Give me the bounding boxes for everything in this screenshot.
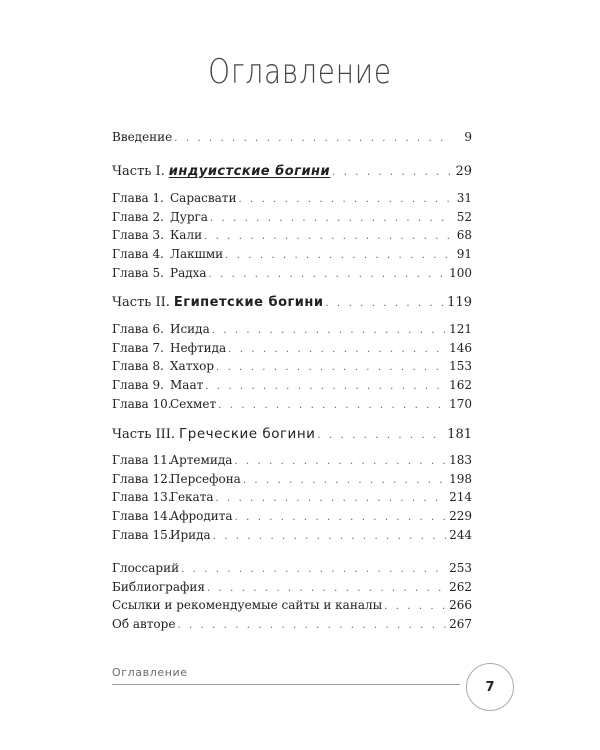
toc-page-number: 214	[449, 490, 472, 505]
toc-page-number: 153	[449, 359, 472, 374]
chapter-title: Сарасвати	[170, 190, 237, 205]
chapter-prefix: Глава 9.	[112, 378, 164, 393]
footer-rule	[112, 684, 460, 685]
table-of-contents	[112, 128, 472, 634]
dot-leader	[326, 293, 446, 315]
chapter-title: Лакшми	[170, 247, 224, 262]
toc-part-2[interactable]	[112, 292, 472, 314]
chapter-prefix: Глава 2.	[112, 209, 164, 224]
part-prefix: Часть I.	[112, 163, 165, 179]
toc-page-number: 198	[449, 471, 472, 486]
toc-page-number: 253	[449, 560, 472, 575]
dot-leader	[234, 453, 447, 472]
chapter-prefix: Глава 13.	[112, 490, 172, 505]
toc-page-number: 183	[449, 452, 472, 467]
toc-intro[interactable]	[112, 128, 472, 147]
toc-chapter[interactable]	[112, 357, 472, 376]
dot-leader	[243, 472, 447, 491]
toc-page-number: 244	[449, 527, 472, 542]
toc-part-1[interactable]	[112, 161, 472, 183]
toc-page-number: 91	[456, 247, 472, 262]
dot-leader	[384, 598, 447, 617]
chapter-prefix: Глава 11.	[112, 452, 172, 467]
toc-page-number: 229	[449, 509, 472, 524]
dot-leader	[317, 425, 445, 447]
chapter-prefix: Глава 1.	[112, 190, 164, 205]
chapter-prefix: Глава 10.	[112, 396, 172, 411]
toc-chapter[interactable]	[112, 395, 472, 414]
toc-chapter[interactable]	[112, 189, 472, 208]
dot-leader	[181, 561, 447, 580]
toc-chapter[interactable]	[112, 320, 472, 339]
toc-chapter[interactable]	[112, 208, 472, 227]
toc-page-number: 9	[464, 130, 472, 144]
toc-back-matter[interactable]	[112, 615, 472, 634]
toc-chapter[interactable]	[112, 264, 472, 283]
chapter-title: Дурга	[170, 209, 208, 224]
dot-leader	[213, 528, 447, 547]
page-number: 7	[485, 679, 495, 695]
chapter-prefix: Глава 14.	[112, 509, 172, 524]
page-number-badge	[466, 663, 514, 711]
chapter-title: Ирида	[170, 527, 211, 542]
toc-page-number: 162	[449, 378, 472, 393]
dot-leader	[218, 397, 447, 416]
toc-entry-label: Глоссарий	[112, 560, 180, 575]
toc-chapter[interactable]	[112, 451, 472, 470]
toc-entry-label: Об авторе	[112, 617, 176, 632]
chapter-prefix: Глава 5.	[112, 265, 164, 280]
toc-page-number: 266	[449, 598, 472, 613]
toc-page-number: 170	[449, 396, 472, 411]
part-title: индуистские богини	[168, 163, 331, 179]
toc-chapter[interactable]	[112, 470, 472, 489]
dot-leader	[210, 210, 452, 229]
chapter-prefix: Глава 15.	[112, 527, 172, 542]
dot-leader	[228, 341, 447, 360]
dot-leader	[216, 359, 447, 378]
dot-leader	[235, 509, 448, 528]
toc-chapter[interactable]	[112, 376, 472, 395]
part-prefix: Часть II.	[112, 294, 170, 310]
toc-back-matter[interactable]	[112, 596, 472, 615]
chapter-title: Радха	[170, 265, 207, 280]
toc-chapter[interactable]	[112, 245, 472, 264]
dot-leader	[209, 266, 448, 285]
toc-page-number: 181	[447, 426, 472, 442]
page-title: Оглавление	[208, 52, 392, 92]
toc-entry-label: Введение	[112, 130, 173, 144]
toc-page-number: 100	[449, 265, 472, 280]
chapter-prefix: Глава 4.	[112, 247, 164, 262]
dot-leader	[212, 322, 447, 341]
toc-chapter[interactable]	[112, 226, 472, 245]
toc-entry-label: Ссылки и рекомендуемые сайты и каналы	[112, 598, 383, 613]
toc-chapter[interactable]	[112, 488, 472, 507]
toc-chapter[interactable]	[112, 526, 472, 545]
toc-chapter[interactable]	[112, 507, 472, 526]
dot-leader	[238, 191, 452, 210]
toc-page-number: 146	[449, 340, 472, 355]
toc-back-matter[interactable]	[112, 578, 472, 597]
chapter-prefix: Глава 6.	[112, 321, 164, 336]
dot-leader	[205, 378, 447, 397]
dot-leader	[204, 228, 452, 247]
toc-page-number: 267	[449, 617, 472, 632]
toc-entry-label: Библиография	[112, 579, 205, 594]
chapter-title: Персефона	[170, 471, 241, 486]
chapter-title: Артемида	[170, 452, 233, 467]
toc-chapter[interactable]	[112, 339, 472, 358]
chapter-title: Маат	[170, 378, 204, 393]
chapter-title: Хатхор	[170, 359, 215, 374]
toc-page-number: 119	[447, 294, 472, 310]
chapter-title: Геката	[170, 490, 214, 505]
chapter-title: Кали	[170, 228, 203, 243]
toc-page-number: 52	[456, 209, 472, 224]
dot-leader	[216, 490, 448, 509]
toc-page-number: 121	[449, 321, 472, 336]
toc-back-matter[interactable]	[112, 559, 472, 578]
running-footer-label: Оглавление	[112, 666, 188, 679]
part-prefix: Часть III.	[112, 426, 176, 442]
chapter-title: Нефтида	[170, 340, 227, 355]
chapter-title: Исида	[170, 321, 210, 336]
chapter-prefix: Глава 7.	[112, 340, 164, 355]
toc-part-3[interactable]	[112, 423, 472, 445]
toc-page-number: 31	[456, 190, 472, 205]
chapter-prefix: Глава 12.	[112, 471, 172, 486]
toc-page-number: 262	[449, 579, 472, 594]
dot-leader	[174, 130, 452, 149]
chapter-prefix: Глава 3.	[112, 228, 164, 243]
part-title: Египетские богини	[173, 294, 324, 310]
dot-leader	[332, 162, 452, 184]
dot-leader	[177, 617, 447, 636]
dot-leader	[225, 247, 452, 266]
toc-page-number: 29	[455, 163, 472, 179]
part-title: Греческие богини	[179, 425, 316, 442]
chapter-title: Афродита	[170, 509, 233, 524]
chapter-prefix: Глава 8.	[112, 359, 164, 374]
toc-page-number: 68	[456, 228, 472, 243]
chapter-title: Сехмет	[170, 396, 217, 411]
